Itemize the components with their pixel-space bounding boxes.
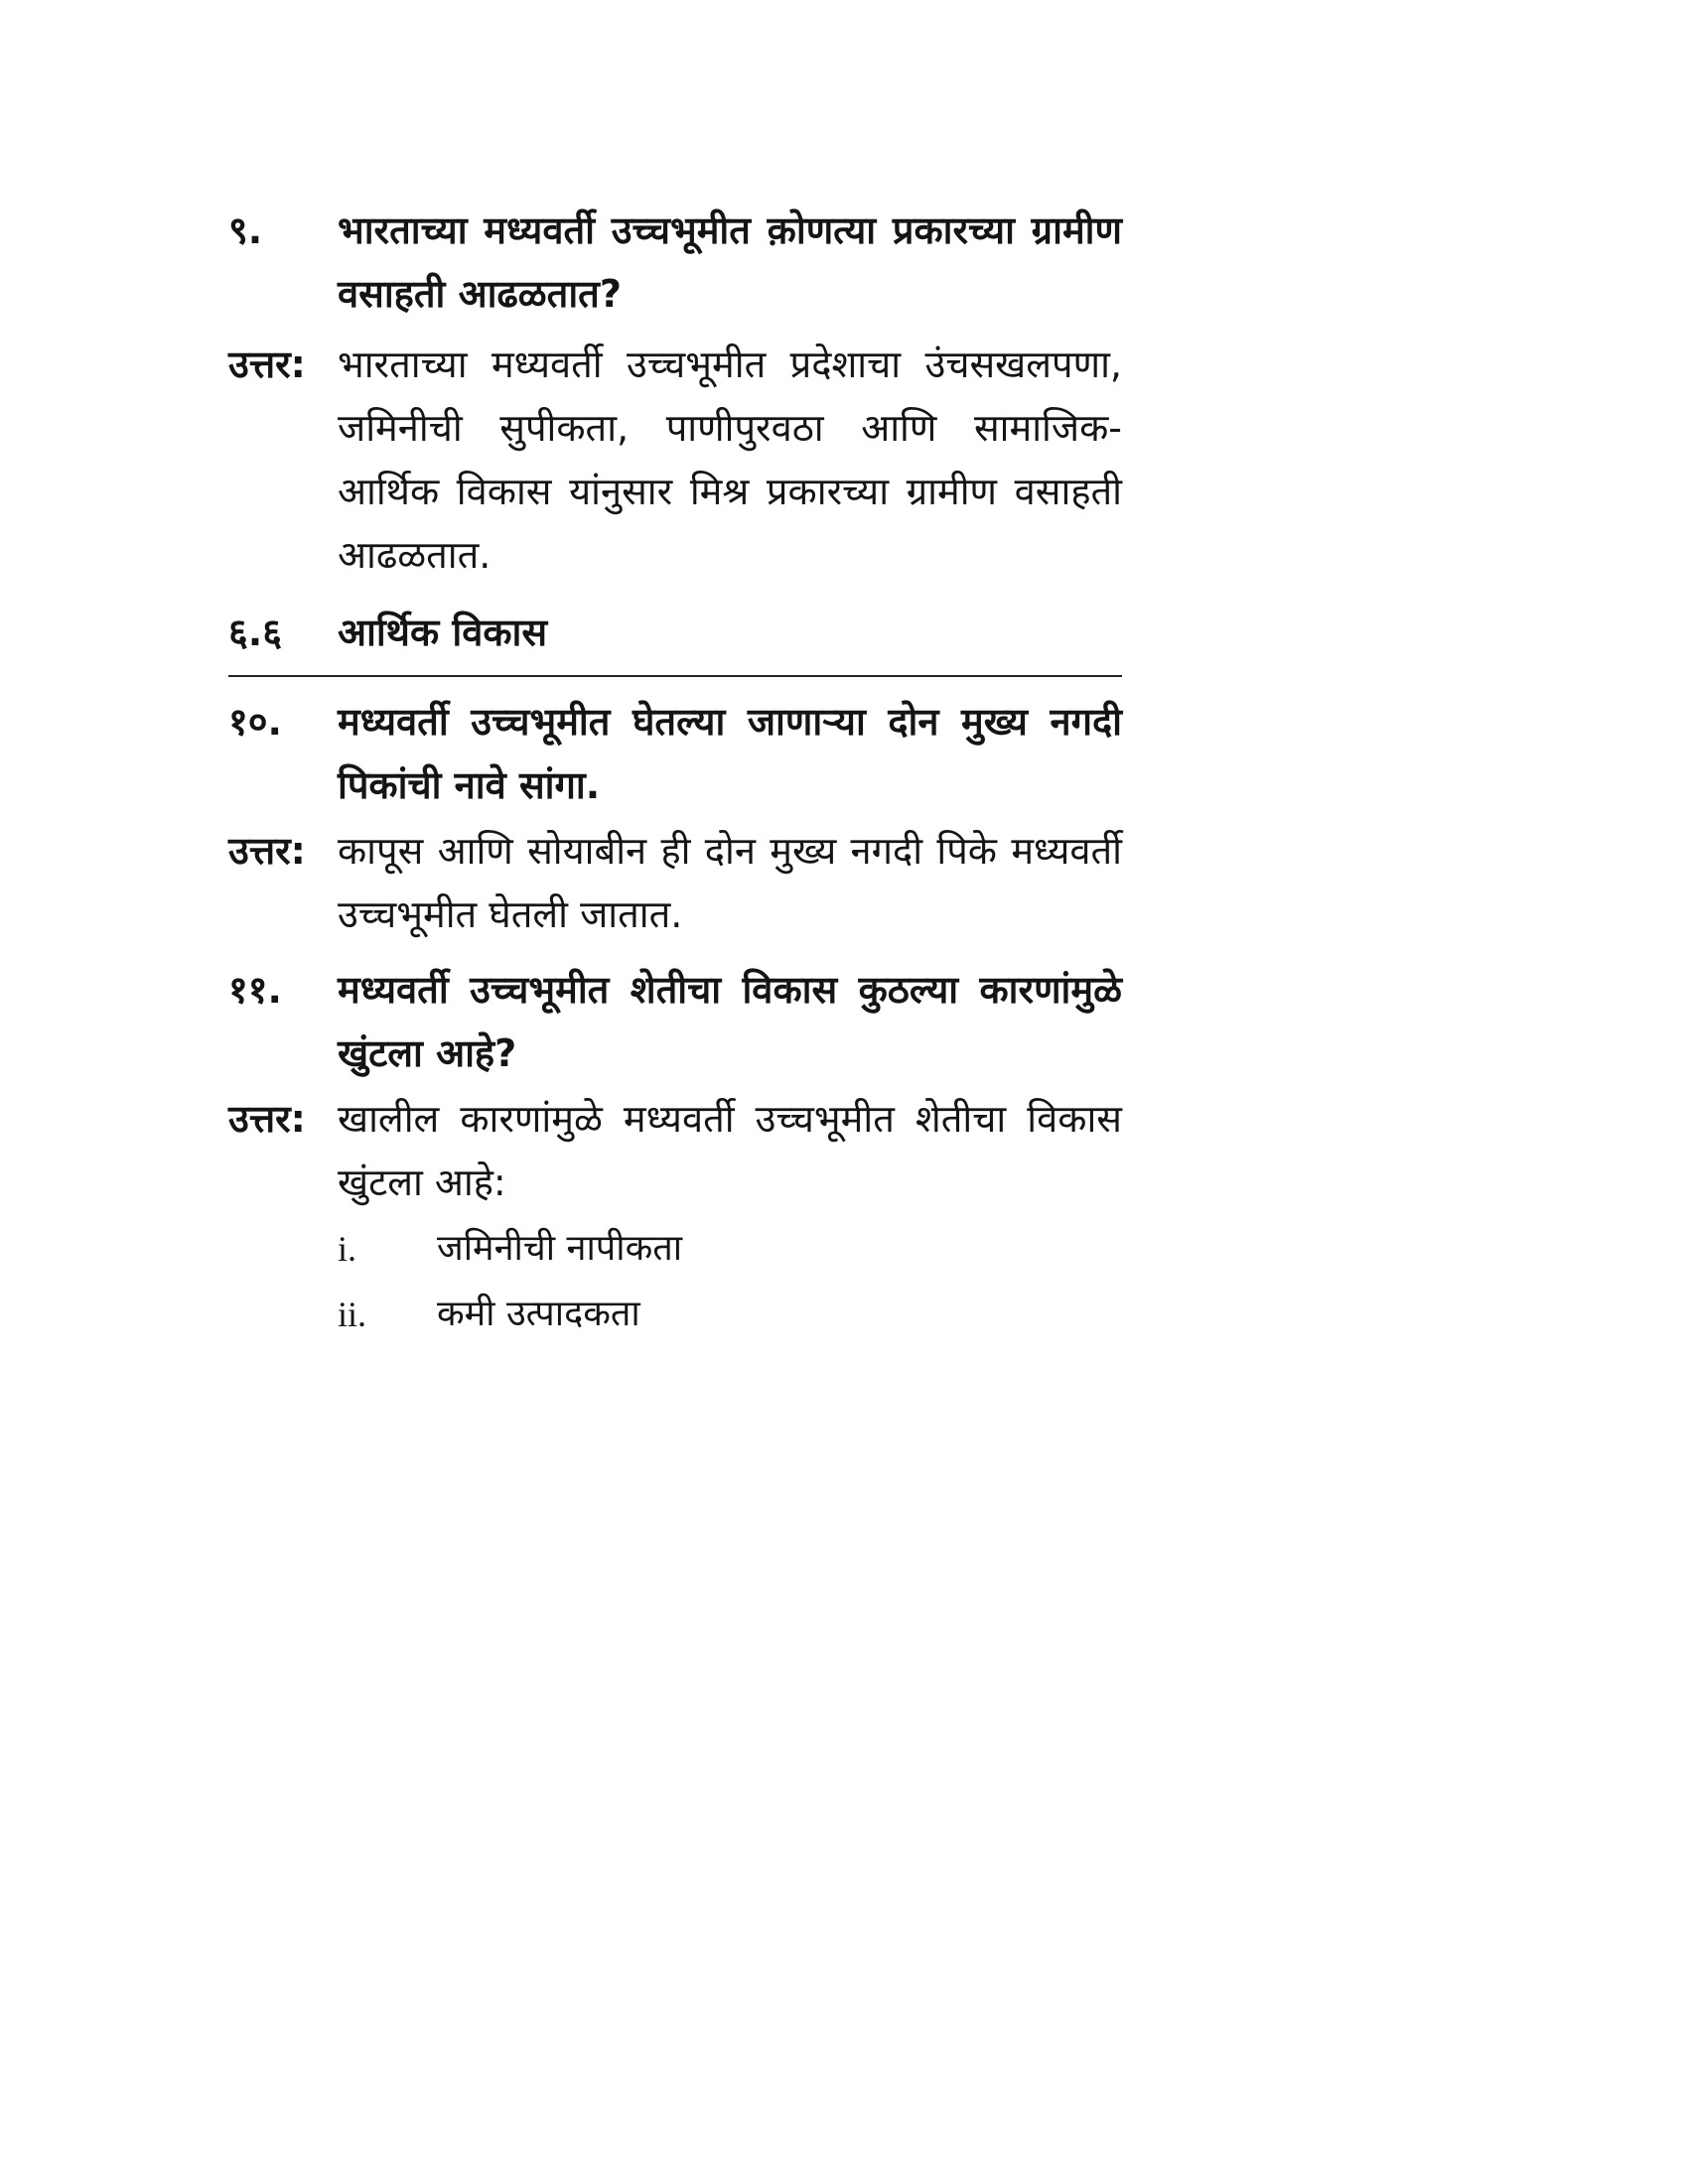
answer-label: उत्तर: <box>228 829 306 873</box>
question-11 <box>228 958 1122 1085</box>
list-item <box>338 1216 1033 1282</box>
list-item-number: ii. <box>338 1295 367 1334</box>
answer-9 <box>228 333 1122 587</box>
question-text: भारताच्या मध्यवर्ती उच्चभूमीत क़ोणत्या प्रकारच्या ग्रामीण वसाहती आढळतात? <box>338 208 1122 316</box>
section-heading <box>228 601 1122 664</box>
list-item-number: i. <box>338 1229 357 1269</box>
question-number: १०. <box>228 700 282 744</box>
answer-text: कापूस आणि सोयाबीन ही दोन मुख्य नगदी पिके मध्यवर्ती उच्चभूमीत घेतली जातात. <box>338 829 1122 936</box>
section-divider <box>228 675 1122 677</box>
answer-text: भारताच्या मध्यवर्ती उच्चभूमीत प्रदेशाचा उंचसखलपणा, जमिनीची सुपीकता, पाणीपुरवठा आणि सामाजिक-आर्थिक विकास यांनुसार मिश्र प्रकारच्या ग्रामीण वसाहती आढळतात. <box>338 342 1122 577</box>
reasons-list <box>338 1216 1033 1347</box>
question-number: ११. <box>228 968 282 1012</box>
question-9 <box>228 199 1122 326</box>
answer-text: खालील कारणांमुळे मध्यवर्ती उच्चभूमीत शेतीचा विकास खुंटला आहे: <box>338 1097 1122 1204</box>
answer-label: उत्तर: <box>228 1097 306 1141</box>
question-number: ९. <box>228 208 263 252</box>
answer-label: उत्तर: <box>228 342 306 386</box>
question-text: मध्यवर्ती उच्चभूमीत शेतीचा विकास कुठल्या कारणांमुळे खुंटला आहे? <box>338 968 1122 1075</box>
answer-11 <box>228 1087 1122 1214</box>
list-item-text: कमी उत्पादकता <box>437 1294 640 1334</box>
question-text: मध्यवर्ती उच्चभूमीत घेतल्या जाणाऱ्या दोन मुख्य नगदी पिकांची नावे सांगा. <box>338 700 1122 807</box>
list-item-text: जमिनीची नापीकता <box>437 1228 683 1269</box>
question-10 <box>228 690 1122 817</box>
section-number: ६.६ <box>228 611 282 654</box>
list-item <box>338 1282 1033 1347</box>
answer-10 <box>228 819 1122 946</box>
section-title: आर्थिक विकास <box>338 611 548 654</box>
